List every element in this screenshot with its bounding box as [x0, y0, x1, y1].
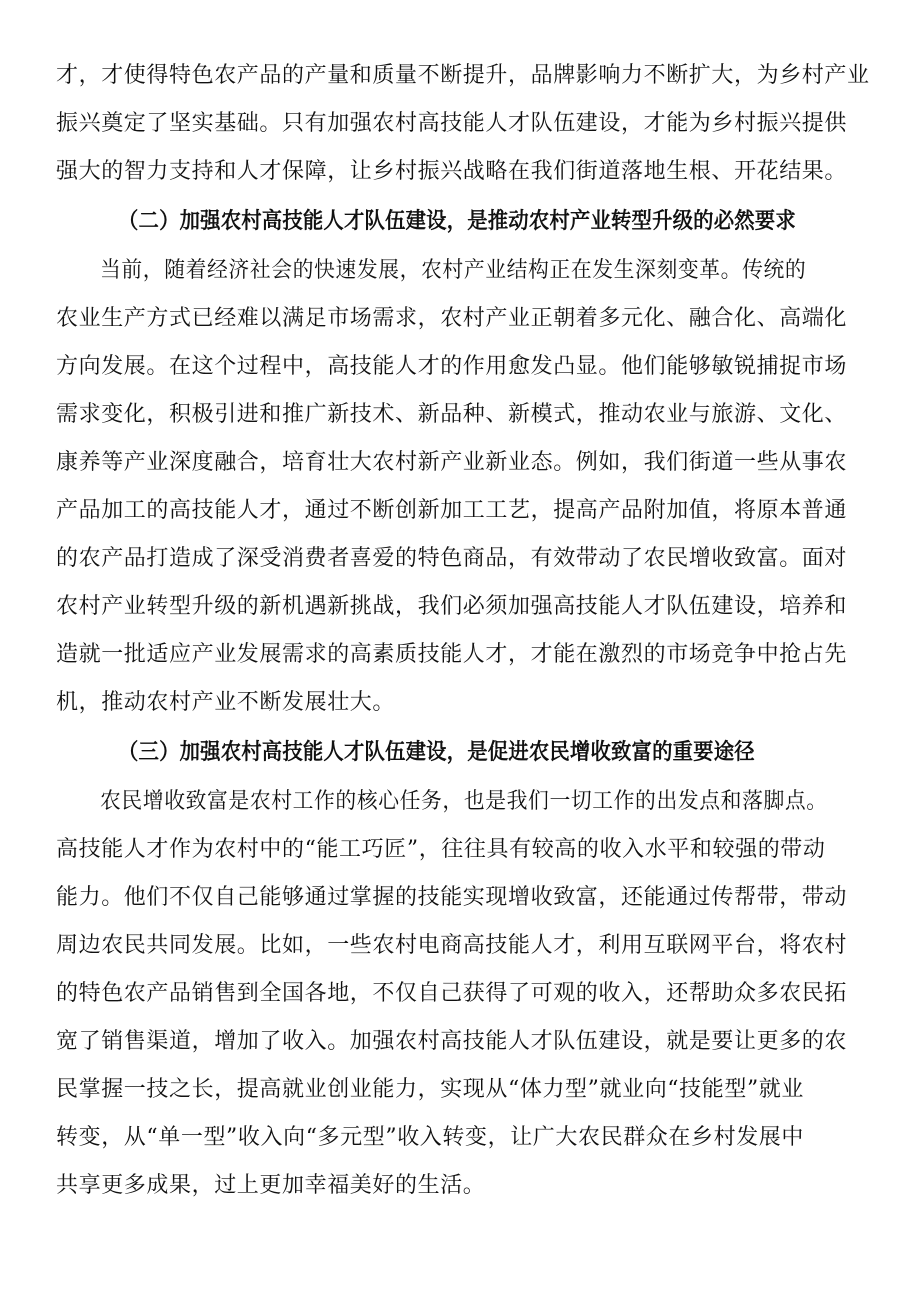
- body-text-line: 造就一批适应产业发展需求的高素质技能人才，才能在激烈的市场竞争中抢占先: [56, 642, 848, 667]
- section-heading-3: （三）加强农村高技能人才队伍建设，是促进农民增收致富的重要途径: [118, 740, 755, 765]
- body-text-line: 产品加工的高技能人才，通过不断创新加工工艺，提高产品附加值，将原本普通: [56, 498, 848, 523]
- body-text-line: 的农产品打造成了深受消费者喜爱的特色商品，有效带动了农民增收致富。面对: [56, 546, 848, 571]
- body-text-line: 农业生产方式已经难以满足市场需求，农村产业正朝着多元化、融合化、高端化: [56, 306, 848, 331]
- body-text-line: 需求变化，积极引进和推广新技术、新品种、新模式，推动农业与旅游、文化、: [56, 402, 848, 427]
- body-text-line: 机，推动农村产业不断发展壮大。: [56, 690, 396, 715]
- body-text-line: 高技能人才作为农村中的“能工巧匠”，往往具有较高的收入水平和较强的带动: [56, 837, 826, 862]
- body-text-line: 转变，从“单一型”收入向“多元型”收入转变，让广大农民群众在乡村发展中: [56, 1125, 804, 1150]
- body-text-line: 宽了销售渠道，增加了收入。加强农村高技能人才队伍建设，就是要让更多的农: [56, 1029, 848, 1054]
- body-text-line: 的特色农产品销售到全国各地，不仅自己获得了可观的收入，还帮助众多农民拓: [56, 981, 848, 1006]
- body-text-line: 共享更多成果，过上更加幸福美好的生活。: [56, 1173, 486, 1198]
- body-text-line: 农村产业转型升级的新机遇新挑战，我们必须加强高技能人才队伍建设，培养和: [56, 594, 848, 619]
- paragraph-first-line: 当前，随着经济社会的快速发展，农村产业结构正在发生深刻变革。传统的: [100, 258, 807, 283]
- body-text-line: 方向发展。在这个过程中，高技能人才的作用愈发凸显。他们能够敏锐捕捉市场: [56, 354, 848, 379]
- body-text-line: 康养等产业深度融合，培育壮大农村新产业新业态。例如，我们街道一些从事农: [56, 450, 848, 475]
- body-text-line: 强大的智力支持和人才保障，让乡村振兴战略在我们街道落地生根、开花结果。: [56, 159, 848, 184]
- body-text-line: 才，才使得特色农产品的产量和质量不断提升，品牌影响力不断扩大，为乡村产业: [56, 63, 870, 88]
- body-text-line: 民掌握一技之长，提高就业创业能力，实现从“体力型”就业向“技能型”就业: [56, 1077, 804, 1102]
- section-heading-2: （二）加强农村高技能人才队伍建设，是推动农村产业转型升级的必然要求: [118, 209, 796, 234]
- body-text-line: 能力。他们不仅自己能够通过掌握的技能实现增收致富，还能通过传帮带，带动: [56, 885, 848, 910]
- body-text-line: 周边农民共同发展。比如，一些农村电商高技能人才，利用互联网平台，将农村: [56, 933, 848, 958]
- body-text-line: 振兴奠定了坚实基础。只有加强农村高技能人才队伍建设，才能为乡村振兴提供: [56, 111, 848, 136]
- paragraph-first-line: 农民增收致富是农村工作的核心任务，也是我们一切工作的出发点和落脚点。: [100, 789, 828, 814]
